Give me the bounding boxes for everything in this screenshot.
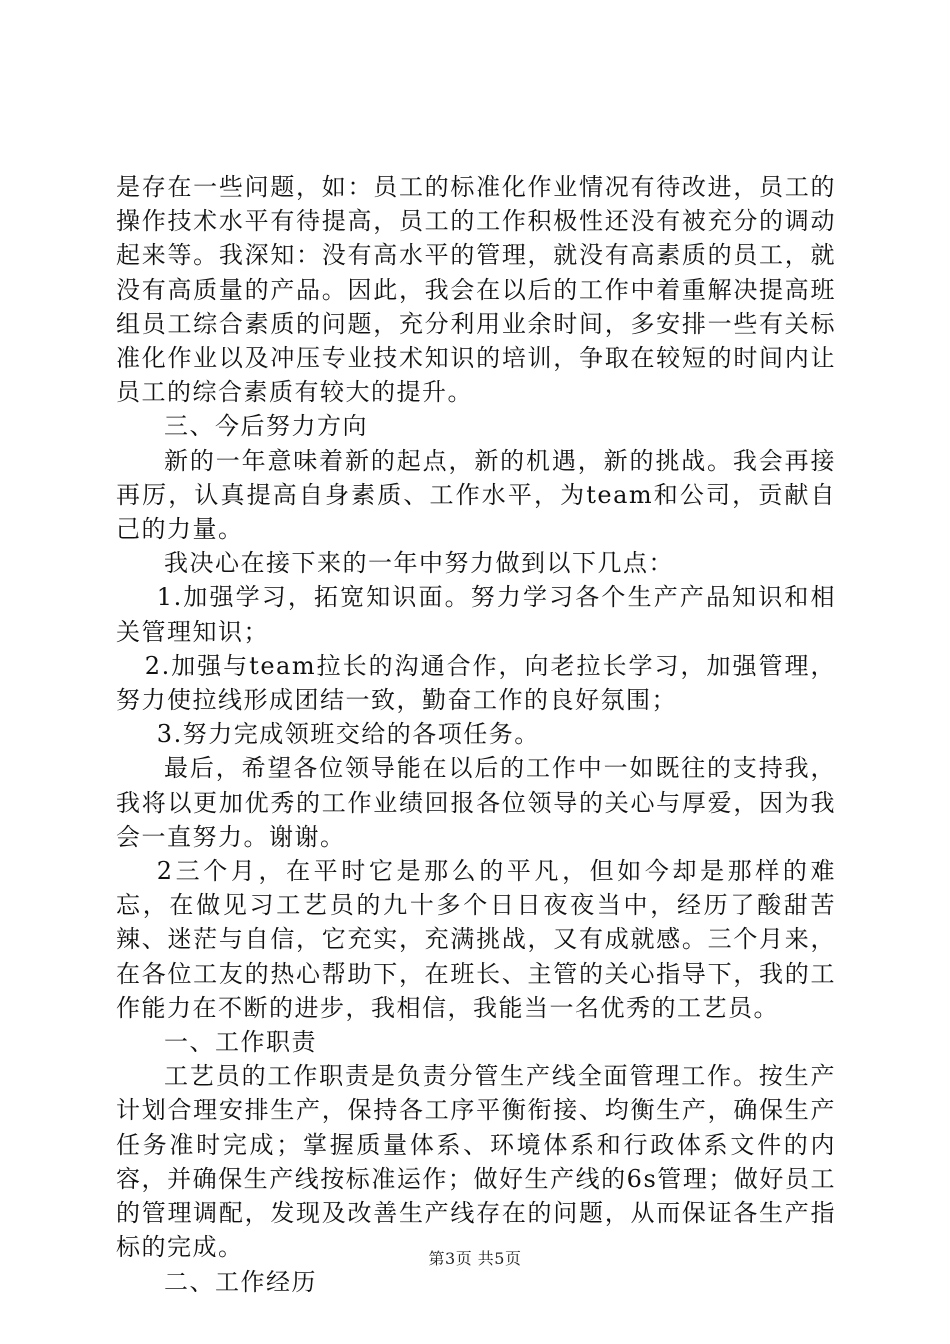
list-item-3: 3.努力完成领班交给的各项任务。 — [156, 720, 540, 749]
paragraph-new-year: 新的一年意味着新的起点，新的机遇，新的挑战。我会再接再厉，认真提高自身素质、工作水平，为team和公司，贡献自己的力量。 — [116, 446, 836, 544]
heading-future-direction: 三、今后努力方向 — [164, 412, 368, 441]
list-item-1: 1.加强学习，拓宽知识面。努力学习各个生产产品知识和相关管理知识； — [116, 583, 836, 646]
paragraph-problems: 是存在一些问题，如：员工的标准化作业情况有待改进，员工的操作技术水平有待提高，员工的工作积极性还没有被充分的调动起来等。我深知：没有高水平的管理，就没有高素质的员工，就没有高质量的产品。因此，我会在以后的工作中着重解决提高班组员工综合素质的问题，充分利用业余时间，多安排一些有关标准化作业以及冲压专业技术知识的培训，争取在较短的时间内让员工的综合素质有较大的提升。 — [116, 173, 836, 407]
heading-work-experience: 二、工作经历 — [164, 1267, 317, 1296]
paragraph-closing: 最后，希望各位领导能在以后的工作中一如既往的支持我，我将以更加优秀的工作业绩回报各位领导的关心与厚爱，因为我会一直努力。谢谢。 — [116, 754, 836, 851]
document-body — [116, 170, 836, 1299]
list-item-2: 2.加强与team拉长的沟通合作，向老拉长学习，加强管理，努力使拉线形成团结一致，勤奋工作的良好氛围； — [116, 651, 836, 715]
paragraph-resolution-intro: 我决心在接下来的一年中努力做到以下几点： — [164, 549, 674, 578]
paragraph-three-months: 2三个月，在平时它是那么的平凡，但如今却是那样的难忘，在做见习工艺员的九十多个日日夜夜当中，经历了酸甜苦辣、迷茫与自信，它充实，充满挑战，又有成就感。三个月来，在各位工友的热心帮助下，在班长、主管的关心指导下，我的工作能力在不断的进步，我相信，我能当一名优秀的工艺员。 — [116, 857, 836, 1022]
heading-job-duties: 一、工作职责 — [164, 1028, 317, 1057]
page-footer: 第3页 共5页 — [428, 1249, 522, 1268]
paragraph-job-duties: 工艺员的工作职责是负责分管生产线全面管理工作。按生产计划合理安排生产，保持各工序平衡衔接、均衡生产，确保生产任务准时完成；掌握质量体系、环境体系和行政体系文件的内容，并确保生产线按标准运作；做好生产线的6s管理；做好员工的管理调配，发现及改善生产线存在的问题，从而保证各生产指标的完成。 — [116, 1062, 836, 1262]
